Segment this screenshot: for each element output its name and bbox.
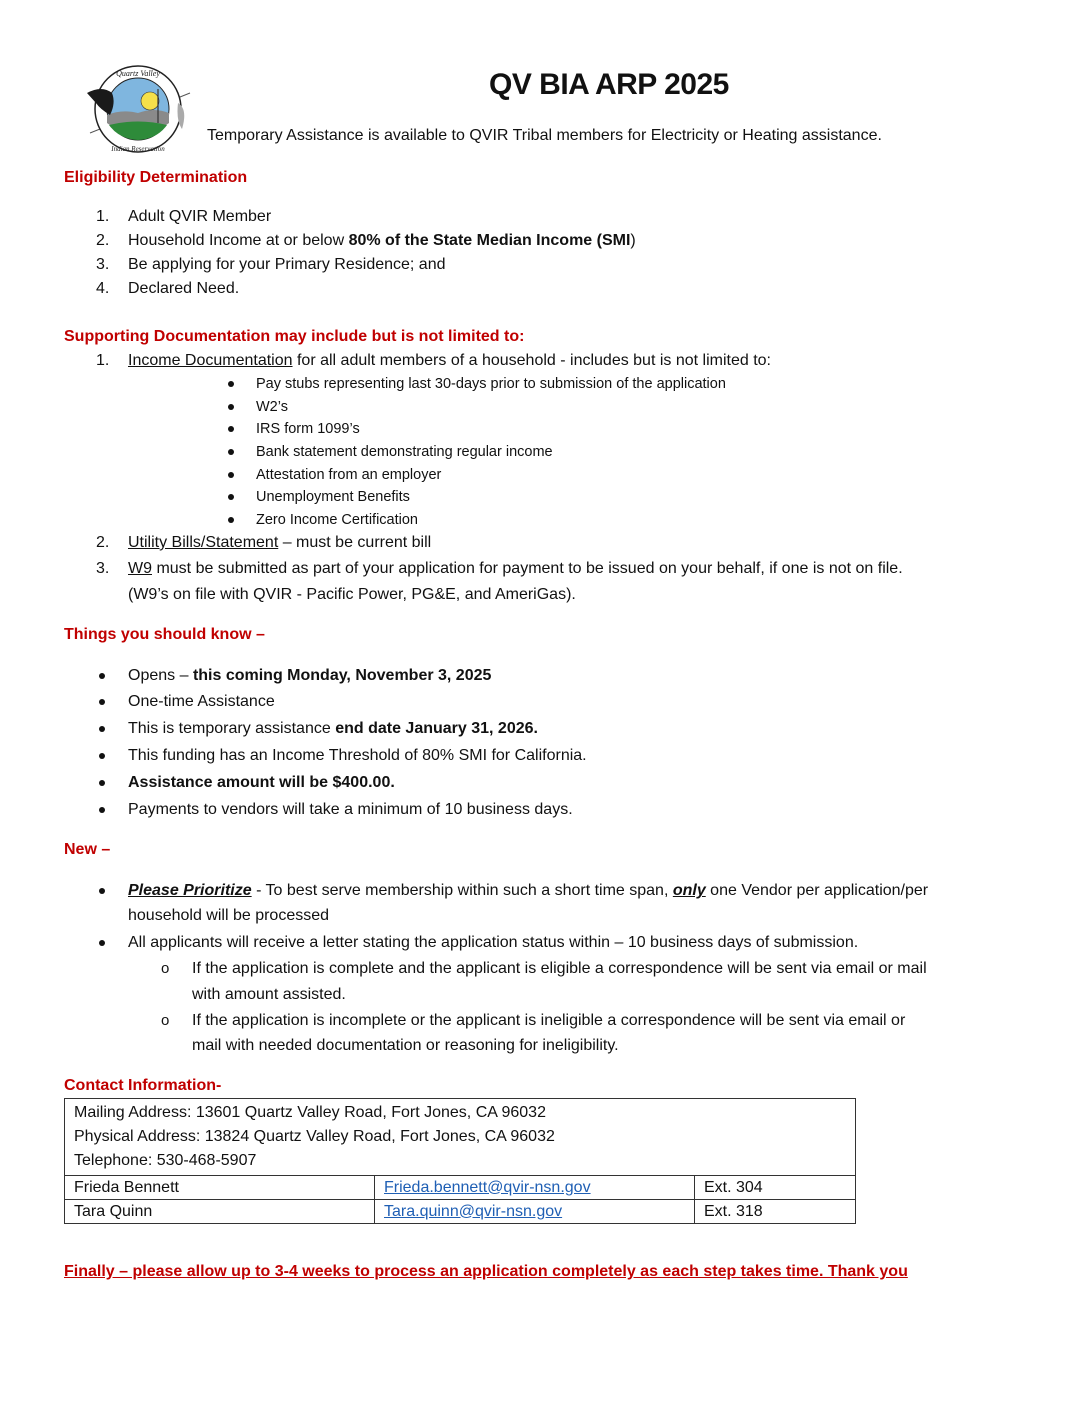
bullet-icon [228, 472, 234, 478]
contact-name: Tara Quinn [65, 1200, 375, 1224]
bullet-icon [228, 404, 234, 410]
supporting-docs-heading: Supporting Documentation may include but is not limited to: [64, 328, 525, 345]
bullet-icon [228, 494, 234, 500]
utility-bills-label: Utility Bills/Statement [128, 534, 279, 551]
table-row [65, 1200, 856, 1224]
bullet-icon [99, 780, 105, 786]
bullet-icon [99, 888, 105, 894]
seal-icon [82, 63, 196, 155]
extension: Ext. 304 [695, 1176, 856, 1200]
intro-text: Temporary Assistance is available to QVIR Tribal members for Electricity or Heating assistance. [207, 127, 882, 144]
contact-name: Frieda Bennett [65, 1176, 375, 1200]
new-heading: New – [64, 841, 111, 858]
circle-bullet-icon: o [161, 960, 170, 977]
income-documentation-label: Income Documentation [128, 352, 293, 369]
assistance-amount: Assistance amount will be $400.00. [128, 774, 395, 791]
svg-text:Quartz Valley: Quartz Valley [116, 69, 160, 78]
address-row [65, 1099, 856, 1176]
things-to-know-heading: Things you should know – [64, 626, 265, 643]
bullet-icon [99, 726, 105, 732]
physical-address: Physical Address: 13824 Quartz Valley Road, Fort Jones, CA 96032 [74, 1128, 555, 1145]
please-prioritize-label: Please Prioritize [128, 882, 252, 899]
bullet-icon [99, 673, 105, 679]
closing-note: Finally – please allow up to 3-4 weeks to process an application completely as each step takes time. Thank you [64, 1263, 908, 1280]
bullet-icon [228, 517, 234, 523]
contact-table [64, 1098, 856, 1224]
bullet-icon [228, 449, 234, 455]
bullet-icon [228, 426, 234, 432]
bullet-icon [99, 699, 105, 705]
circle-bullet-icon: o [161, 1012, 170, 1029]
bullet-icon [99, 753, 105, 759]
extension: Ext. 318 [695, 1200, 856, 1224]
document-page: Quartz Valley Indian Reservation QV BIA ARP 2025 Temporary Assistance is available to QVIR Tribal members for Electricity or Heating assistance. Eligibility Determination 1. Adult QVIR Member 2. Household Income at or below 80% of the State Median Income (SMI) 3. Be applying for your Primary Residence; and 4. Declared Need. Supporting Documentation may include but is not limited to: 1. Income Documentation for all adult members of a household - includes but is not limited to: Pay stubs representing last 30-days prior to submission of the application W2’s IRS form 1099’s Bank statement demonstrating regular income Attestation from an employer Unemployment Benefits Zero Income Certification 2. Utility Bills/Statement – must be current bill 3. W9 must be submitted as part of your application for payment to be issued on your behalf, if one is not on file. (W9’s on file with QVIR - Pacific Power, PG&E, and AmeriGas). Things you should know – Opens – this coming Monday, November 3, 2025 One-time Assistance This is temporary assistance end date January 31, 2026. This funding has an Income Threshold of 80% SMI for California. Assistance amount will be $400.00. Payments to vendors will take a minimum of 10 business days. New – Please Prioritize - To best serve membership within such a short time span, only one Vendor per application/per household will be processed All applicants will receive a letter stating the application status within – 10 business days of submission. o If the application is complete and the applicant is eligible a correspondence will be sent via email or mail with amount assisted. o If the application is incomplete or the applicant is ineligible a correspondence will be sent via email or mail with needed documentation or reasoning for ineligibility. Contact Information- Mailing Address: 13601 Quartz Valley Road, Fort Jones, CA 96032 Physical Address: 13824 Quartz Valley Road, Fort Jones, CA 96032 Telephone: 530-468-5907 Frieda Bennett Frieda.bennett@qvir-nsn.gov Ext. 304 Tara Quinn Tara.quinn@qvir-nsn.gov Ext. 318 Finally – please allow up to 3-4 weeks to process an application completely as each step takes time. Thank you [0, 0, 1088, 1408]
table-row [65, 1176, 856, 1200]
eligibility-heading: Eligibility Determination [64, 169, 248, 186]
email-link[interactable]: Tara.quinn@qvir-nsn.gov [384, 1202, 563, 1220]
w9-label: W9 [128, 560, 152, 577]
contact-heading: Contact Information- [64, 1077, 222, 1094]
bullet-icon [99, 940, 105, 946]
bullet-icon [99, 807, 105, 813]
tribal-seal-logo [82, 63, 196, 155]
mailing-address: Mailing Address: 13601 Quartz Valley Road, Fort Jones, CA 96032 [74, 1104, 546, 1121]
email-link[interactable]: Frieda.bennett@qvir-nsn.gov [384, 1178, 591, 1196]
page-title: QV BIA ARP 2025 [489, 68, 729, 101]
bullet-icon [228, 381, 234, 387]
svg-text:Indian Reservation: Indian Reservation [111, 145, 165, 153]
telephone: Telephone: 530-468-5907 [74, 1152, 257, 1169]
